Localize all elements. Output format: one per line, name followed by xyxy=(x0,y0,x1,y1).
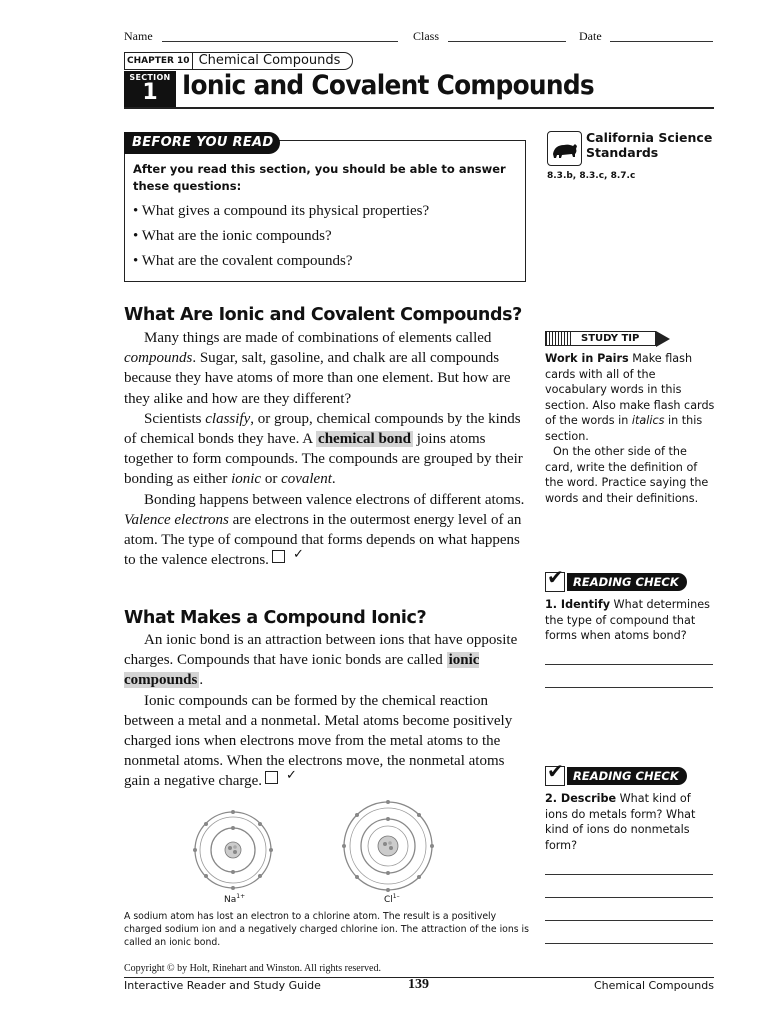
page-title: Ionic and Covalent Compounds xyxy=(182,70,594,101)
reading-check-question-2: 2. Describe What kind of ions do metals form? What kind of ions do nonmetals form? xyxy=(545,792,696,852)
sodium-ion-icon xyxy=(193,810,273,890)
chloride-ion-icon xyxy=(342,800,434,892)
date-label: Date xyxy=(579,29,602,43)
study-tip-label: STUDY TIP xyxy=(571,331,656,346)
sodium-ion-label: $Na^{1+}$ xyxy=(224,893,246,905)
date-field-line[interactable] xyxy=(610,41,713,42)
before-you-read-heading: BEFORE YOU READ xyxy=(132,135,274,150)
study-tip-text: Work in Pairs Make flash cards with all of the vocabulary words in this section. Also make flash cards of the words in italics in this section. On the other side of the card, write the definition of the word. Practice saying the words and their definitions. xyxy=(545,352,715,505)
reading-check-label: READING CHECK xyxy=(567,767,687,785)
answer-line[interactable] xyxy=(545,943,713,944)
answer-line[interactable] xyxy=(545,664,713,665)
pencil-eraser-icon xyxy=(545,331,571,346)
reading-check-question-1: 1. Identify What determines the type of compound that forms when atoms bond? xyxy=(545,598,710,642)
section-label: SECTION xyxy=(129,73,171,82)
california-bear-icon xyxy=(547,131,582,166)
figure-caption: A sodium atom has lost an electron to a chlorine atom. The result is a positively charged sodium ion and a negatively charged chlorine ion. The attraction of the ions is called an ionic bond. xyxy=(124,911,529,948)
reading-check-badge-1 xyxy=(545,572,687,592)
question-item: • What are the ionic compounds? xyxy=(133,228,332,244)
question-item: • What are the covalent compounds? xyxy=(133,253,353,269)
copyright: Copyright © by Holt, Rinehart and Winston. All rights reserved. xyxy=(124,963,381,974)
reading-check-badge-2 xyxy=(545,766,687,786)
section-heading-ionic-covalent: What Are Ionic and Covalent Compounds? xyxy=(124,305,522,325)
page-number: 139 xyxy=(408,977,429,992)
chloride-ion-label: $Cl^{1-}$ xyxy=(384,893,400,905)
name-field-line[interactable] xyxy=(162,41,398,42)
answer-line[interactable] xyxy=(545,874,713,875)
section-number: 1 xyxy=(142,80,158,105)
name-label: Name xyxy=(124,29,153,43)
study-tip-badge xyxy=(545,331,670,346)
answer-line[interactable] xyxy=(545,920,713,921)
ion-diagram xyxy=(190,800,450,892)
section-heading-ionic: What Makes a Compound Ionic? xyxy=(124,608,427,628)
section-body-2: An ionic bond is an attraction between ions that have opposite charges. Compounds that have ionic bonds are called ionic compounds . Ionic compounds can be formed by the chemical reaction between a metal and a nonmetal. Metal atoms become positively charged ions when electrons move from the metal atoms to the nonmetal atoms. When the electrons move, the nonmetal atoms gain a negative charge.✓ xyxy=(124,630,529,792)
standards-codes: 8.3.b, 8.3.c, 8.7.c xyxy=(547,171,636,181)
before-you-read-tab xyxy=(124,132,280,154)
term-ionic-compounds: ionic compounds xyxy=(124,652,480,689)
footer-chapter: Chemical Compounds xyxy=(593,979,714,992)
before-you-read-intro: After you read this section, you should be able to answer these questions: xyxy=(133,162,506,193)
term-chemical-bond: chemical bond xyxy=(318,431,411,448)
class-label: Class xyxy=(413,29,440,43)
chapter-number: CHAPTER 10 xyxy=(124,52,193,70)
footer-book-title: Interactive Reader and Study Guide xyxy=(124,979,321,992)
section-body-1: Many things are made of combinations of elements called compounds. Sugar, salt, gasoline, and chalk are all compounds because they have atoms of more than one element. But how are they alike and how are they different? Scientists classify, or group, chemical compounds by the kinds of chemical bonds they have. A chemical bond joins atoms together to form compounds. The compounds are grouped by their bonding as either ionic or covalent. Bonding happens between valence electrons of different atoms. Valence electrons are electrons in the outermost energy level of an atom. The type of compound that forms depends on what happens to the valence electrons.✓ xyxy=(124,328,529,570)
answer-line[interactable] xyxy=(545,897,713,898)
checkmark-icon xyxy=(545,766,565,786)
standards-title: California Science Standards xyxy=(586,130,713,160)
reading-check-checkbox-1[interactable] xyxy=(272,550,285,563)
question-item: • What gives a compound its physical properties? xyxy=(133,203,430,219)
checkmark-icon xyxy=(545,572,565,592)
reading-check-checkbox-2[interactable] xyxy=(265,771,278,784)
title-divider xyxy=(124,107,714,109)
chapter-tab xyxy=(124,52,353,70)
pencil-tip-icon xyxy=(656,331,670,347)
answer-line[interactable] xyxy=(545,687,713,688)
section-badge xyxy=(124,71,176,107)
reading-check-label: READING CHECK xyxy=(567,573,687,591)
class-field-line[interactable] xyxy=(448,41,566,42)
chapter-name: Chemical Compounds xyxy=(193,52,354,70)
